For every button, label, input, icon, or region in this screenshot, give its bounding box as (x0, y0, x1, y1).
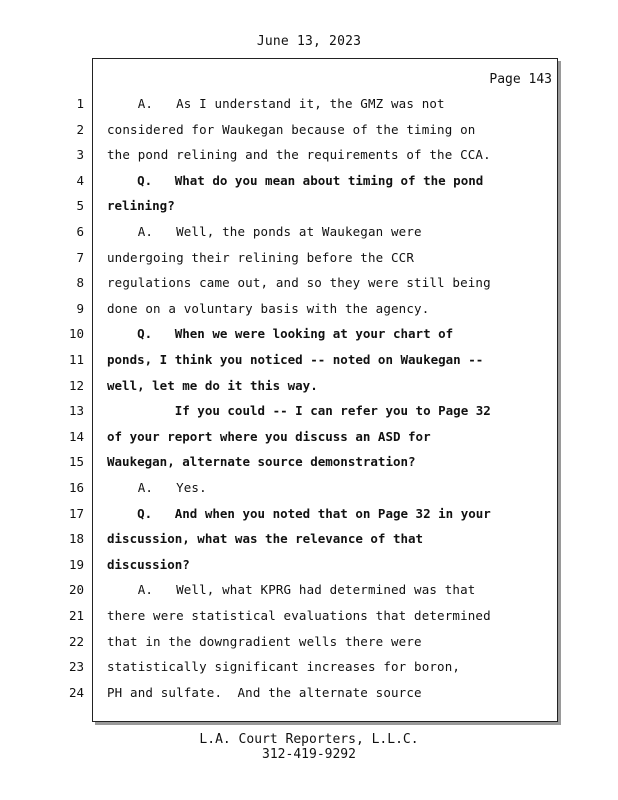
transcript-line: Q. When we were looking at your chart of (107, 326, 454, 341)
line-number: 19 (68, 557, 84, 572)
line-number: 6 (76, 224, 84, 239)
transcript-line: discussion? (107, 557, 190, 572)
transcript-line: A. As I understand it, the GMZ was not (107, 96, 445, 111)
transcript-line: well, let me do it this way. (107, 378, 318, 393)
line-number: 7 (76, 250, 84, 265)
transcript-line: regulations came out, and so they were still being (107, 275, 491, 290)
line-number: 9 (76, 301, 84, 316)
transcript-line: If you could -- I can refer you to Page 32 (107, 403, 491, 418)
transcript-line: done on a voluntary basis with the agency. (107, 301, 430, 316)
line-number: 22 (68, 634, 84, 649)
line-number: 16 (68, 480, 84, 495)
page-number: Page 143 (489, 72, 552, 87)
transcript-line: PH and sulfate. And the alternate source (107, 685, 422, 700)
line-number: 21 (68, 608, 84, 623)
line-number: 15 (68, 454, 84, 469)
transcript-line: statistically significant increases for boron, (107, 659, 461, 674)
transcript-line: relining? (107, 198, 175, 213)
line-number: 14 (68, 429, 84, 444)
reporter-phone: 312-419-9292 (262, 747, 356, 762)
transcript-line: Q. What do you mean about timing of the pond (107, 173, 484, 188)
line-number: 2 (76, 122, 84, 137)
line-number: 8 (76, 275, 84, 290)
transcript-line: there were statistical evaluations that determined (107, 608, 491, 623)
line-number: 3 (76, 147, 84, 162)
line-number: 5 (76, 198, 84, 213)
line-number: 13 (68, 403, 84, 418)
transcript-line: the pond relining and the requirements of the CCA. (107, 147, 491, 162)
transcript-line: Waukegan, alternate source demonstration? (107, 454, 416, 469)
transcript-line: of your report where you discuss an ASD for (107, 429, 431, 444)
footer (0, 732, 618, 762)
line-number: 10 (68, 326, 84, 341)
reporter-company: L.A. Court Reporters, L.L.C. (199, 732, 419, 747)
transcript-line: A. Well, the ponds at Waukegan were (107, 224, 422, 239)
line-number: 24 (68, 685, 84, 700)
transcript-line: A. Well, what KPRG had determined was that (107, 582, 476, 597)
line-number: 12 (68, 378, 84, 393)
line-number: 20 (68, 582, 84, 597)
transcript-line: that in the downgradient wells there were (107, 634, 422, 649)
line-number: 11 (68, 352, 84, 367)
line-number: 18 (68, 531, 84, 546)
line-number: 4 (76, 173, 84, 188)
transcript-line: considered for Waukegan because of the timing on (107, 122, 476, 137)
transcript-line: ponds, I think you noticed -- noted on Waukegan -- (107, 352, 484, 367)
transcript-line: A. Yes. (107, 480, 207, 495)
transcript-date: June 13, 2023 (256, 34, 362, 49)
line-number: 23 (68, 659, 84, 674)
transcript-line: discussion, what was the relevance of that (107, 531, 424, 546)
line-number: 1 (76, 96, 84, 111)
transcript-line: Q. And when you noted that on Page 32 in your (107, 506, 491, 521)
transcript-line: undergoing their relining before the CCR (107, 250, 415, 265)
line-number: 17 (68, 506, 84, 521)
